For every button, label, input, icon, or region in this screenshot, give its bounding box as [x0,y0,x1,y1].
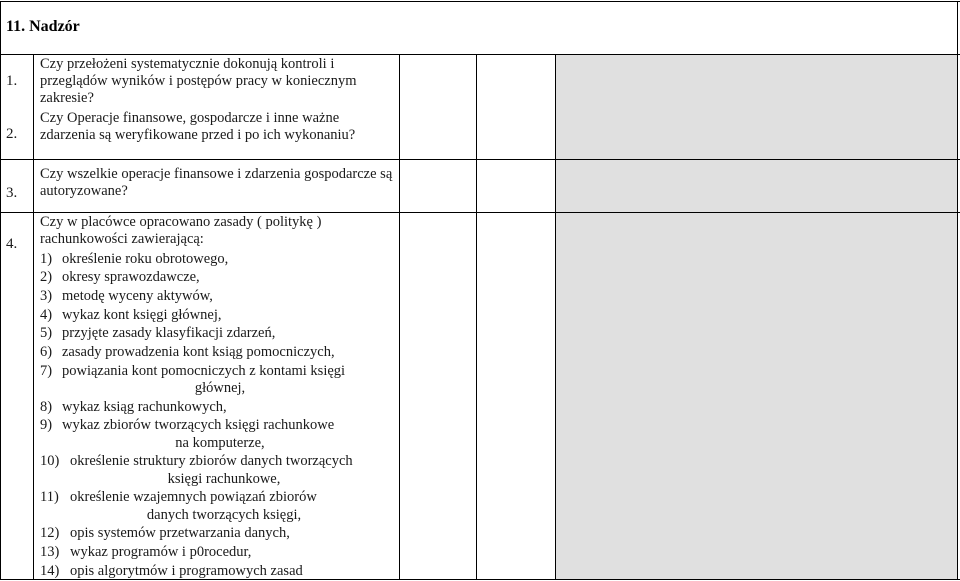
list-item-line: wykaz programów i p0rocedur, [70,544,252,561]
list-item-text [62,344,398,361]
row-number: 4. [6,236,18,252]
list-item-continuation: księgi rachunkowe, [167,470,281,487]
list-item-continuation: na komputerze, [175,434,265,451]
list-item [40,251,398,268]
list-item-number: 12) [40,525,60,542]
list-item-line: określenie struktury zbiorów danych tworzących [70,453,353,470]
question-column-border [399,54,400,580]
row-number: 3. [6,185,18,201]
list-item [40,489,398,524]
list-item-number: 10) [40,453,60,470]
list-item-text [62,251,398,268]
notes-column-border [555,54,556,580]
list-item [40,325,398,342]
question-text: Czy przełożeni systematycznie dokonują kontroli i przeglądów wyników i postępów pracy w koniecznym zakresie? [40,56,357,106]
list-item-line: wykaz kont księgi głównej, [62,306,222,323]
question-text: Czy wszelkie operacje finansowe i zdarzenia gospodarcze są autoryzowane? [40,166,393,199]
list-item [40,453,398,488]
row-number: 2. [6,126,18,142]
list-item-line: powiązania kont pomocniczych z kontami księgi [62,362,346,379]
list-item-number: 14) [40,562,60,579]
list-item-continuation: danych tworzących księgi, [146,506,302,523]
list-item [40,525,398,542]
list-item-line: zasady prowadzenia kont ksiąg pomocniczych, [62,344,335,361]
list-item-number: 3) [40,287,53,304]
list-item [40,417,398,452]
question-text: Czy w placówce opracowano zasady ( politykę ) rachunkowości zawierającą: [40,214,322,248]
list-item-number: 2) [40,269,53,286]
list-item [40,363,398,398]
list-item-text [62,269,398,286]
list-item-text [62,325,398,342]
list-item-number: 8) [40,398,53,415]
list-item-number: 13) [40,544,60,561]
table-left-border [0,1,1,580]
policy-list [40,214,398,581]
list-item-line: wykaz ksiąg rachunkowych, [62,398,227,415]
table-top-border [0,1,960,2]
list-item-text [62,399,398,416]
answer-column-border [476,54,477,580]
list-item-number: 11) [40,489,59,506]
list-item-number: 1) [40,250,53,267]
row-2-bottom-border [0,159,960,160]
row-number: 1. [6,73,18,89]
section-title: 11. Nadzór [6,18,80,35]
question-text: Czy Operacje finansowe, gospodarcze i inne ważne zdarzenia są weryfikowane przed i po ich wykonaniu? [40,110,356,143]
list-item-number: 7) [40,362,53,379]
list-item-line: opis algorytmów i programowych zasad [70,562,303,579]
list-item-number: 4) [40,306,53,323]
list-item-text [70,489,398,524]
list-item [40,288,398,305]
list-item-text [70,453,398,488]
list-item-line: wykaz zbiorów tworzących księgi rachunkowe [62,417,335,434]
list-item [40,269,398,286]
list-item-text [62,417,398,452]
list-item-text [70,525,398,542]
header-bottom-border [0,54,960,55]
list-item-line: przyjęte zasady klasyfikacji zdarzeń, [62,325,276,342]
list-item [40,344,398,361]
row-3-bottom-border [0,212,960,213]
table-right-border [957,1,958,580]
list-item [40,399,398,416]
list-item-line: okresy sprawozdawcze, [62,269,200,286]
list-item-line: opis systemów przetwarzania danych, [70,525,290,542]
list-item-number: 6) [40,344,53,361]
list-item [40,307,398,324]
shaded-answer-column [556,55,957,579]
list-item [40,544,398,561]
list-item [40,563,398,580]
list-item-continuation: głównej, [194,380,246,397]
list-item-text [62,307,398,324]
list-item-line: określenie roku obrotowego, [62,250,229,267]
list-item-text [70,544,398,561]
list-item-text [62,288,398,305]
list-item-line: metodę wyceny aktywów, [62,287,213,304]
list-item-text [70,563,398,580]
number-column-border [33,54,34,580]
list-item-number: 9) [40,417,53,434]
list-item-text [62,363,398,398]
list-item-number: 5) [40,325,53,342]
list-item-line: określenie wzajemnych powiązań zbiorów [70,489,317,506]
